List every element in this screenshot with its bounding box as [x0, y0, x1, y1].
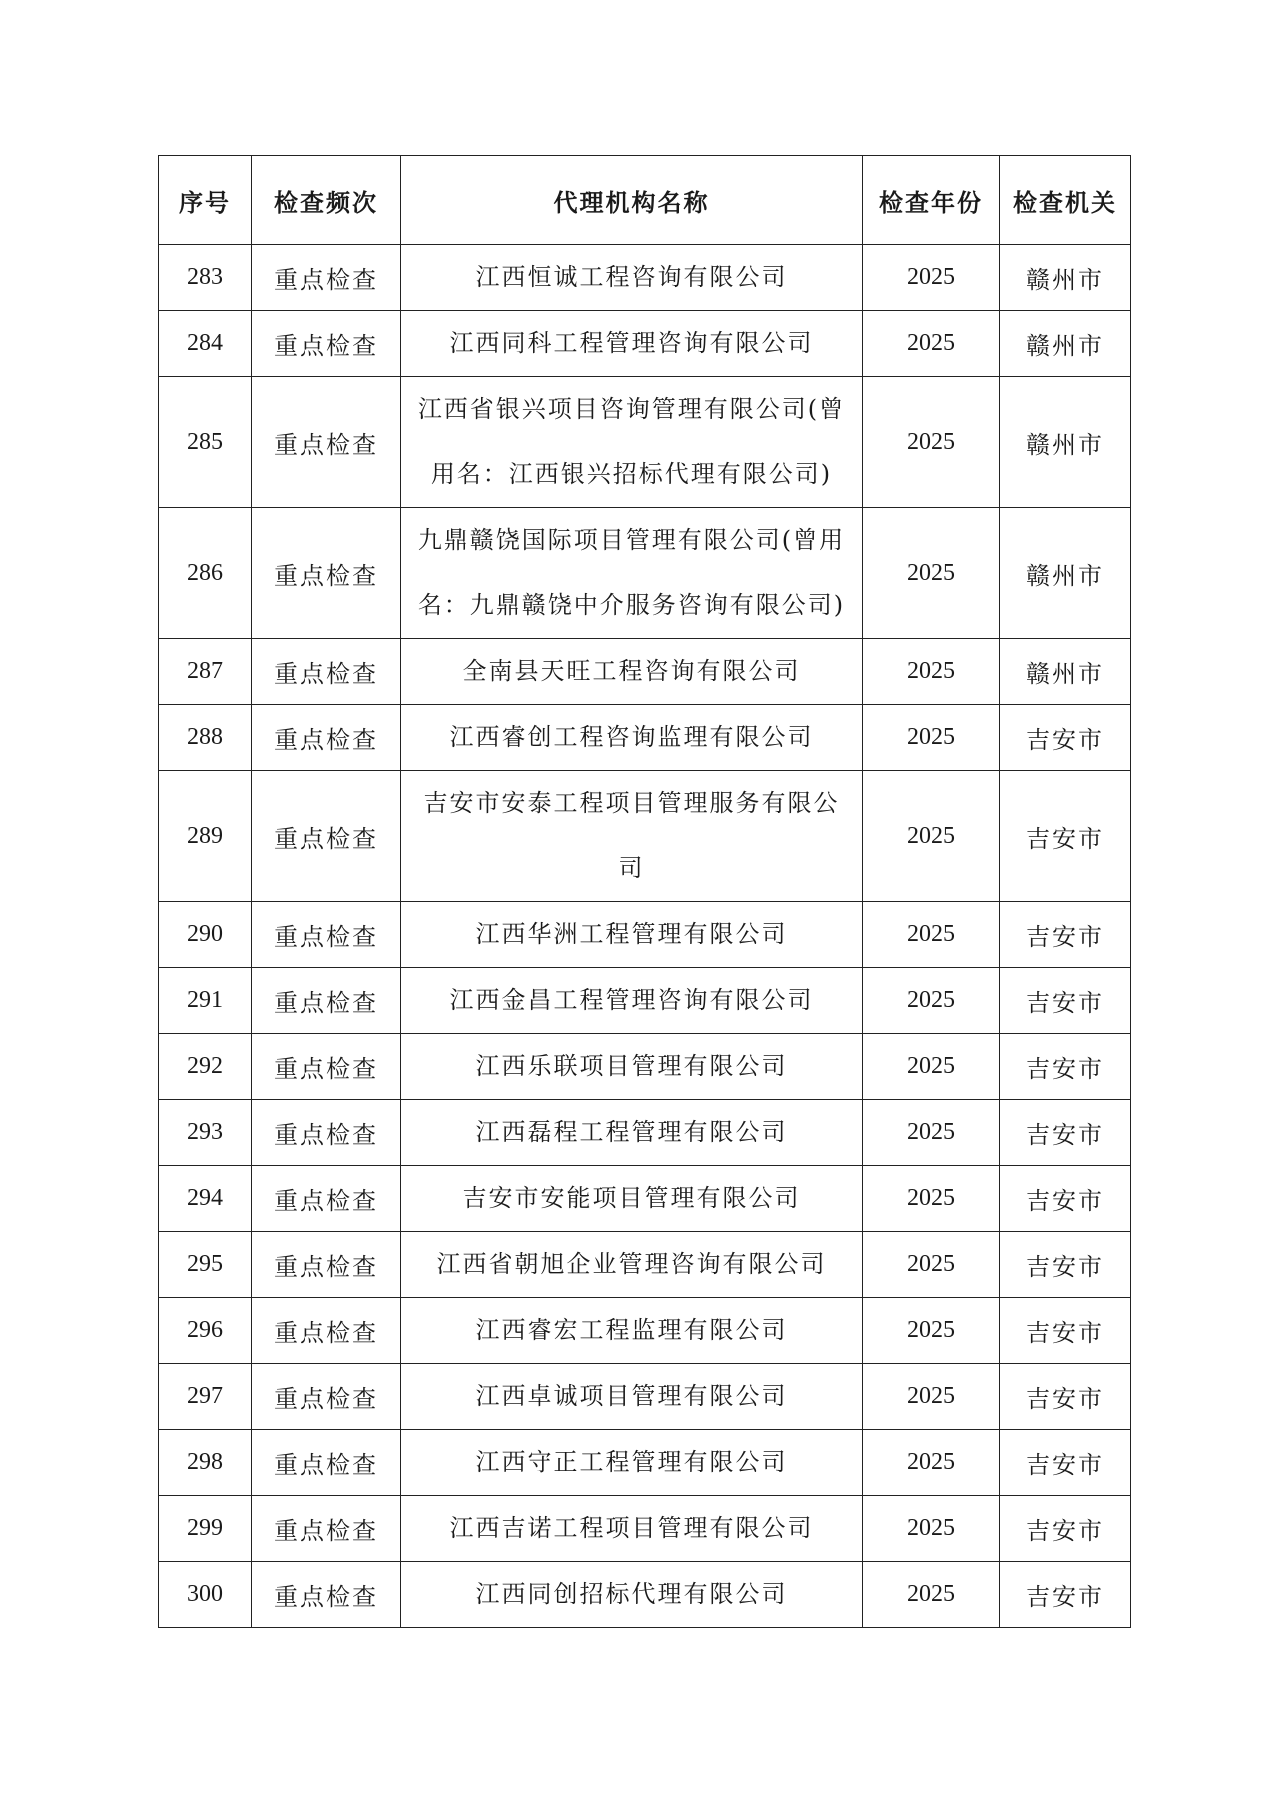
- cell-authority: 吉安市: [1000, 771, 1131, 902]
- cell-year: 2025: [863, 639, 1000, 705]
- cell-seq: 299: [159, 1496, 252, 1562]
- table-row: [159, 902, 1131, 968]
- table-row: [159, 1496, 1131, 1562]
- cell-frequency: 重点检查: [252, 968, 401, 1034]
- cell-frequency: 重点检查: [252, 508, 401, 639]
- cell-agency-name: 江西省银兴项目咨询管理有限公司(曾用名：江西银兴招标代理有限公司): [401, 377, 863, 508]
- table-row: [159, 1232, 1131, 1298]
- cell-year: 2025: [863, 1034, 1000, 1100]
- cell-authority: 吉安市: [1000, 1562, 1131, 1628]
- cell-seq: 284: [159, 311, 252, 377]
- cell-agency-name: 江西同创招标代理有限公司: [401, 1562, 863, 1628]
- cell-agency-name: 江西乐联项目管理有限公司: [401, 1034, 863, 1100]
- cell-frequency: 重点检查: [252, 705, 401, 771]
- cell-year: 2025: [863, 968, 1000, 1034]
- cell-year: 2025: [863, 1562, 1000, 1628]
- table-row: [159, 1430, 1131, 1496]
- cell-authority: 赣州市: [1000, 639, 1131, 705]
- cell-year: 2025: [863, 705, 1000, 771]
- cell-frequency: 重点检查: [252, 1364, 401, 1430]
- cell-authority: 吉安市: [1000, 902, 1131, 968]
- cell-seq: 289: [159, 771, 252, 902]
- table-row: [159, 1166, 1131, 1232]
- header-frequency: 检查频次: [252, 156, 401, 245]
- cell-agency-name: 江西恒诚工程咨询有限公司: [401, 245, 863, 311]
- cell-year: 2025: [863, 508, 1000, 639]
- cell-seq: 290: [159, 902, 252, 968]
- cell-frequency: 重点检查: [252, 1034, 401, 1100]
- table-row: [159, 1298, 1131, 1364]
- cell-year: 2025: [863, 1232, 1000, 1298]
- cell-year: 2025: [863, 311, 1000, 377]
- cell-frequency: 重点检查: [252, 1166, 401, 1232]
- cell-agency-name: 全南县天旺工程咨询有限公司: [401, 639, 863, 705]
- cell-frequency: 重点检查: [252, 1298, 401, 1364]
- cell-seq: 292: [159, 1034, 252, 1100]
- cell-year: 2025: [863, 1166, 1000, 1232]
- cell-agency-name: 江西卓诚项目管理有限公司: [401, 1364, 863, 1430]
- cell-agency-name: 九鼎赣饶国际项目管理有限公司(曾用名：九鼎赣饶中介服务咨询有限公司): [401, 508, 863, 639]
- cell-seq: 297: [159, 1364, 252, 1430]
- cell-authority: 吉安市: [1000, 1100, 1131, 1166]
- cell-agency-name: 江西省朝旭企业管理咨询有限公司: [401, 1232, 863, 1298]
- cell-agency-name: 江西睿创工程咨询监理有限公司: [401, 705, 863, 771]
- cell-authority: 吉安市: [1000, 1232, 1131, 1298]
- cell-year: 2025: [863, 1298, 1000, 1364]
- table-row: [159, 968, 1131, 1034]
- table-row: [159, 1364, 1131, 1430]
- cell-year: 2025: [863, 1100, 1000, 1166]
- inspection-table: [158, 155, 1131, 1628]
- cell-authority: 吉安市: [1000, 705, 1131, 771]
- cell-year: 2025: [863, 1364, 1000, 1430]
- cell-year: 2025: [863, 902, 1000, 968]
- cell-frequency: 重点检查: [252, 311, 401, 377]
- cell-agency-name: 江西吉诺工程项目管理有限公司: [401, 1496, 863, 1562]
- cell-year: 2025: [863, 1496, 1000, 1562]
- cell-seq: 298: [159, 1430, 252, 1496]
- cell-authority: 吉安市: [1000, 1496, 1131, 1562]
- table-row: [159, 639, 1131, 705]
- cell-seq: 285: [159, 377, 252, 508]
- table-row: [159, 245, 1131, 311]
- cell-authority: 吉安市: [1000, 1364, 1131, 1430]
- table-header-row: [159, 156, 1131, 245]
- cell-seq: 283: [159, 245, 252, 311]
- cell-frequency: 重点检查: [252, 245, 401, 311]
- cell-authority: 吉安市: [1000, 1430, 1131, 1496]
- cell-frequency: 重点检查: [252, 1232, 401, 1298]
- cell-agency-name: 吉安市安能项目管理有限公司: [401, 1166, 863, 1232]
- header-authority: 检查机关: [1000, 156, 1131, 245]
- cell-authority: 赣州市: [1000, 377, 1131, 508]
- cell-seq: 293: [159, 1100, 252, 1166]
- cell-seq: 291: [159, 968, 252, 1034]
- header-seq: 序号: [159, 156, 252, 245]
- cell-authority: 赣州市: [1000, 311, 1131, 377]
- cell-year: 2025: [863, 1430, 1000, 1496]
- cell-agency-name: 吉安市安泰工程项目管理服务有限公司: [401, 771, 863, 902]
- table-body: [159, 245, 1131, 1628]
- cell-authority: 吉安市: [1000, 1034, 1131, 1100]
- cell-year: 2025: [863, 771, 1000, 902]
- cell-agency-name: 江西同科工程管理咨询有限公司: [401, 311, 863, 377]
- table-row: [159, 508, 1131, 639]
- cell-frequency: 重点检查: [252, 1496, 401, 1562]
- cell-year: 2025: [863, 245, 1000, 311]
- header-agency-name: 代理机构名称: [401, 156, 863, 245]
- cell-seq: 286: [159, 508, 252, 639]
- cell-frequency: 重点检查: [252, 902, 401, 968]
- table-row: [159, 311, 1131, 377]
- cell-seq: 296: [159, 1298, 252, 1364]
- cell-seq: 294: [159, 1166, 252, 1232]
- table-row: [159, 1034, 1131, 1100]
- cell-authority: 吉安市: [1000, 1166, 1131, 1232]
- cell-agency-name: 江西金昌工程管理咨询有限公司: [401, 968, 863, 1034]
- cell-seq: 300: [159, 1562, 252, 1628]
- table-row: [159, 1562, 1131, 1628]
- table-row: [159, 1100, 1131, 1166]
- cell-authority: 赣州市: [1000, 508, 1131, 639]
- header-year: 检查年份: [863, 156, 1000, 245]
- cell-agency-name: 江西睿宏工程监理有限公司: [401, 1298, 863, 1364]
- cell-agency-name: 江西磊程工程管理有限公司: [401, 1100, 863, 1166]
- table-row: [159, 377, 1131, 508]
- cell-authority: 吉安市: [1000, 1298, 1131, 1364]
- cell-agency-name: 江西华洲工程管理有限公司: [401, 902, 863, 968]
- cell-frequency: 重点检查: [252, 377, 401, 508]
- cell-seq: 287: [159, 639, 252, 705]
- cell-frequency: 重点检查: [252, 639, 401, 705]
- cell-frequency: 重点检查: [252, 771, 401, 902]
- cell-frequency: 重点检查: [252, 1100, 401, 1166]
- cell-authority: 赣州市: [1000, 245, 1131, 311]
- cell-year: 2025: [863, 377, 1000, 508]
- cell-seq: 288: [159, 705, 252, 771]
- table-row: [159, 705, 1131, 771]
- cell-frequency: 重点检查: [252, 1562, 401, 1628]
- cell-agency-name: 江西守正工程管理有限公司: [401, 1430, 863, 1496]
- cell-frequency: 重点检查: [252, 1430, 401, 1496]
- cell-seq: 295: [159, 1232, 252, 1298]
- table-row: [159, 771, 1131, 902]
- cell-authority: 吉安市: [1000, 968, 1131, 1034]
